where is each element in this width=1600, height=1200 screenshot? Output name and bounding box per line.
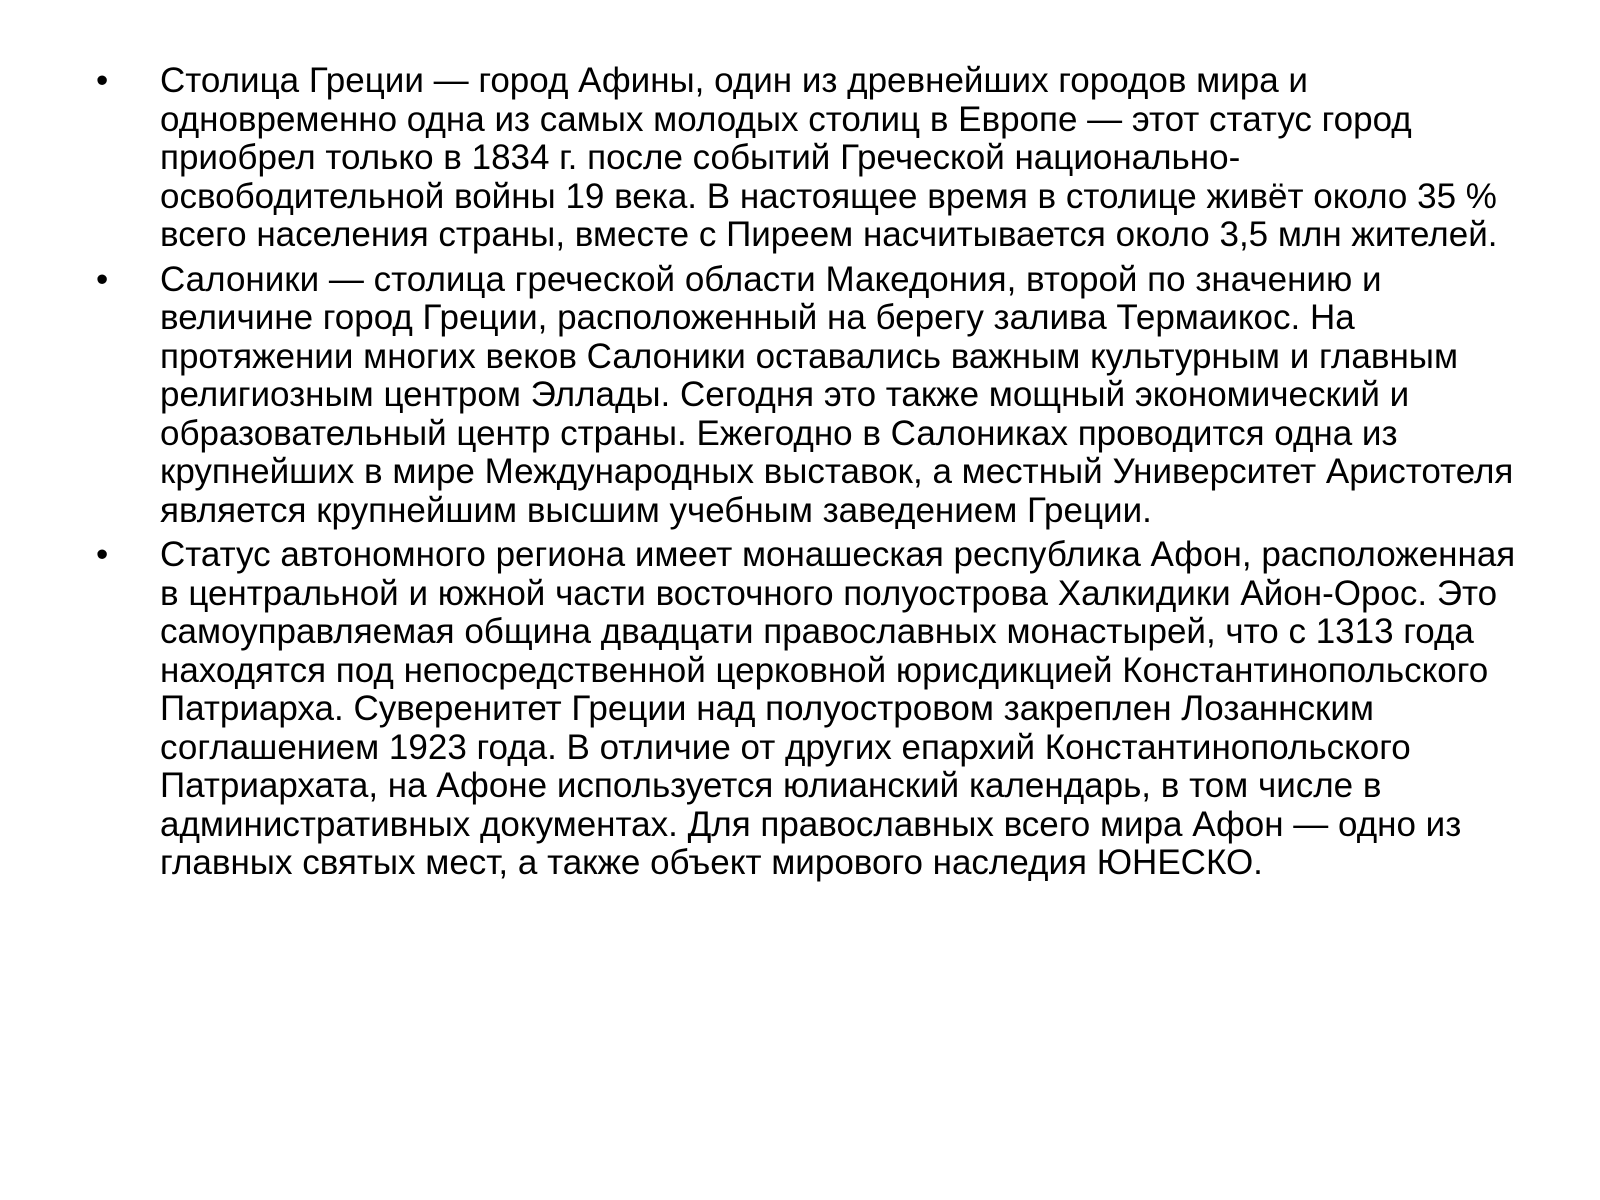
bullet-item-athens (96, 62, 1516, 255)
bullet-item-athos (96, 536, 1516, 883)
bullet-marker: • (96, 259, 109, 299)
bullet-item-thessaloniki (96, 261, 1516, 531)
bullet-text-athos: Статус автономного региона имеет монашеская республика Афон, расположенная в центральной и южной части восточного полуострова Халкидики Айон-Орос. Это самоуправляемая община двадцати православных монастырей, что с 1313 года находятся под непосредственной церковной юрисдикцией Константинопольского Патриарха. Суверенитет Греции над полуостровом закреплен Лозаннским соглашением 1923 года. В отличие от других епархий Константинопольского Патриархата, на Афоне используется юлианский календарь, в том числе в административных документах. Для православных всего мира Афон — одно из главных святых мест, а также объект мирового наследия ЮНЕСКО. (160, 535, 1516, 882)
bullet-marker: • (96, 61, 109, 100)
bullet-text-athens: Столица Греции — город Афины, один из древнейших городов мира и одновременно одна из самых молодых столиц в Европе — этот статус город приобрел только в 1834 г. после событий Греческой национально-освободительной войны 19 века. В настоящее время в столице живёт около 35 % всего населения страны, вместе с Пиреем насчитывается около 3,5 млн жителей. (160, 61, 1498, 254)
bullet-list (96, 62, 1516, 889)
bullet-text-thessaloniki: Салоники — столица греческой области Македония, второй по значению и величине город Греции, расположенный на берегу залива Термаикос. На протяжении многих веков Салоники оставались важным культурным и главным религиозным центром Эллады. Сегодня это также мощный экономический и образовательный центр страны. Ежегодно в Салониках проводится одна из крупнейших в мире Международных выставок, а местный Университет Аристотеля является крупнейшим высшим учебным заведением Греции. (160, 259, 1514, 530)
bullet-marker: • (96, 535, 109, 574)
